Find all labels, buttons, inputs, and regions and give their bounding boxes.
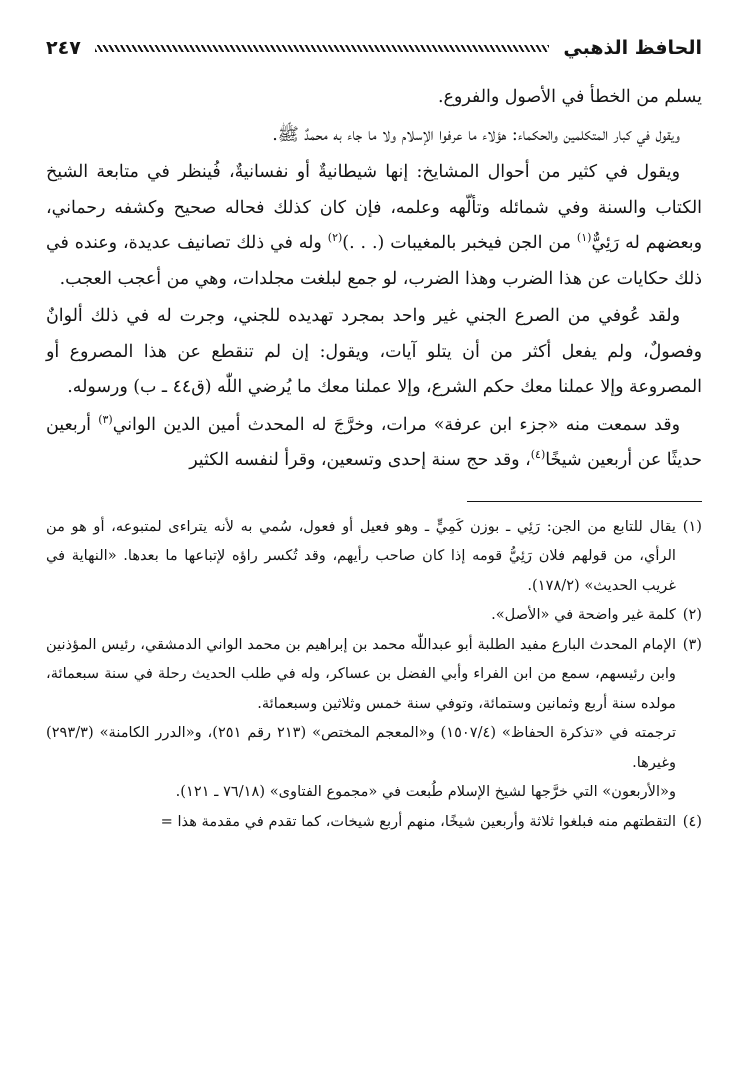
footnote-ref-3: (٣) [98, 412, 113, 426]
footnote-number: (٣) [682, 635, 702, 653]
paragraph-3 [46, 155, 702, 297]
footnote-2 [46, 600, 702, 630]
footnote-3 [46, 630, 702, 719]
footnote-ref-4: (٤) [530, 448, 546, 462]
paragraph-5 [46, 408, 702, 479]
footnote-4 [46, 807, 702, 837]
footnote-text: التقطتهم منه فبلغوا ثلاثة وأربعين شيخًا، منهم أربع شيخات، كما تقدم في مقدمة هذا = [160, 812, 676, 830]
header-decorative-rule [95, 45, 550, 52]
footnote-3-sources: ترجمته في «تذكرة الحفاظ» (١٥٠٧/٤) و«المعجم المختص» (٢١٣ رقم ٢٥١)، و«الدرر الكامنة» (٢٩٣/٣) وغيرها. [46, 724, 677, 771]
footnote-text: الإمام المحدث البارع مفيد الطلبة أبو عبداللّٰه محمد بن إبراهيم بن محمد الواني الدمشقي، رئيس المؤذنين وابن رئيسهم، سمع من ابن الفراء وأبي الفضل بن عساكر، وله في طلب الحديث رحلة في سنة سبعمائة، مولده سنة أربع وثمانين وستمائة، وتوفي سنة خمس وثلاثين وسبعمائة. [46, 635, 676, 712]
footnote-number: (٤) [682, 812, 702, 830]
footnote-ref-1: (١) [576, 231, 592, 245]
book-page [46, 30, 702, 1058]
paragraph-5-part-c: ، وقد حج سنة إحدى وتسعين، وقرأ لنفسه الكثير [189, 450, 531, 470]
footnote-separator [467, 501, 702, 502]
paragraph-3-part-b: من الجن فيخبر بالمغيبات (. . .) [342, 233, 571, 253]
paragraph-4: ولقد عُوفي من الصرع الجني غير واحد بمجرد تهديده للجني، وجرت له في ذلك ألوانٌ وفصولٌ، ولم يفعل أكثر من أن يتلو آيات، ويقول: إن لم تنقطع عن هذا المصروع أو المصروعة وإلا عملنا معك حكم الشرع، وإلا عملنا معك ما يُرضي اللّٰه (ق٤٤ ـ ب) ورسوله. [46, 306, 702, 397]
paragraph-1: يسلم من الخطأ في الأصول والفروع. [438, 87, 702, 107]
running-header [46, 30, 702, 66]
page-number: ٢٤٧ [46, 37, 81, 59]
footnote-ref-2: (٢) [327, 231, 343, 245]
footnote-number: (١) [682, 517, 702, 535]
main-text [46, 80, 702, 479]
footnote-text: يقال للتابع من الجن: رَئِي ـ بوزن كَمِيٍّ ـ وهو فعيل أو فعول، سُمي به لأنه يتراءى لمتبوعه، أو هو من الرأي، من قولهم فلان رَئِيُّ قومه إذا كان صاحب رأيهم، وقد تُكسر راؤه لإتباعها ما بعدها. «النهاية في غريب الحديث» (١٧٨/٢). [46, 517, 676, 594]
footnote-1 [46, 512, 702, 601]
paragraph-2: ويقول في كبار المتكلمين والحكماء: هؤلاء ما عرفوا الإسلام ولا ما جاء به محمدٌ ﷺ. [272, 124, 680, 145]
paragraph-5-part-b: أربعين حديثًا عن أربعين شيخًا [46, 414, 702, 470]
paragraph-3-part-c: وله في ذلك تصانيف عديدة، وعنده في ذلك حكايات عن هذا الضرب وهذا الضرب، لو جمع لبلغت مجلدات، وهي من أعجب العجب. [46, 233, 702, 289]
footnotes [46, 512, 702, 837]
footnote-text: كلمة غير واضحة في «الأصل». [491, 606, 676, 623]
header-title: الحافظ الذهبي [563, 37, 702, 59]
paragraph-3-part-a: ويقول في كثير من أحوال المشايخ: إنها شيطانيةٌ أو نفسانيةٌ، فُينظر في متابعة الشيخ الكتاب والسنة وفي شمائله وتألّهه وعلمه، فإن كان كذلك فحاله صحيح وكشفه رحماني، وبعضهم له رَئِيٌّ [46, 162, 702, 253]
paragraph-5-part-a: وقد سمعت منه «جزء ابن عرفة» مرات، وخرَّجَ له المحدث أمين الدين الواني [112, 414, 680, 435]
footnote-3-note: و«الأربعون» التي خرَّجها لشيخ الإسلام طُبعت في «مجموع الفتاوى» (٧٦/١٨ ـ ١٢١). [175, 783, 676, 800]
footnote-number: (٢) [682, 606, 702, 623]
